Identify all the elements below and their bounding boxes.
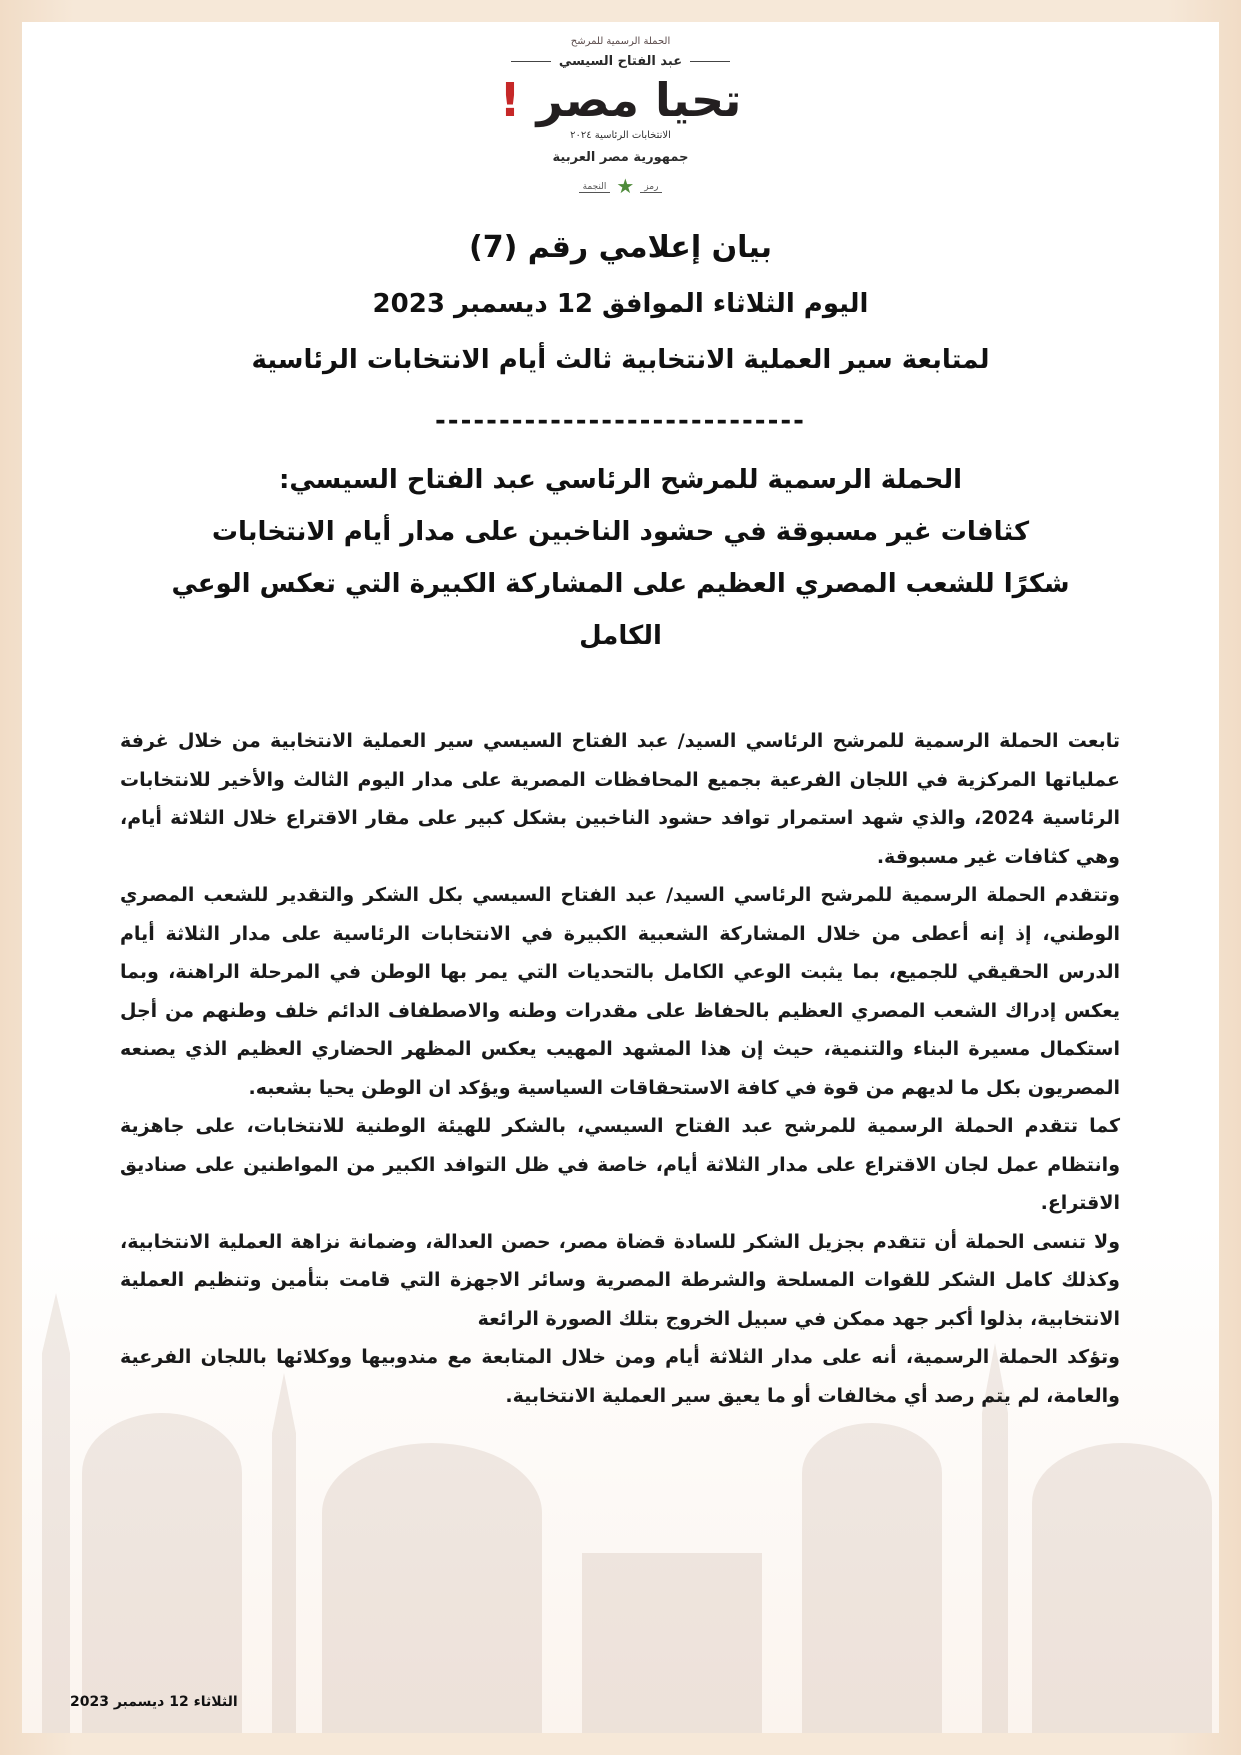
date-line: اليوم الثلاثاء الموافق 12 ديسمبر 2023: [372, 289, 869, 319]
star-icon: ★: [616, 174, 635, 198]
document-page: [22, 22, 1219, 1733]
ballot-symbol: [22, 174, 1219, 198]
paragraph-4: ولا تنسى الحملة أن تتقدم بجزيل الشكر للسادة قضاة مصر، حصن العدالة، وضمانة نزاهة العملية الانتخابية، وكذلك كامل الشكر للقوات المسلحة والشرطة المصرية وسائر الاجهزة التي قامت بتأمين وتنظيم العملية الانتخابية، بذلوا أكبر جهد ممكن في سبيل الخروج بتلك الصورة الرائعة: [120, 1230, 1120, 1330]
brand-text: تحيا مصر: [536, 73, 742, 127]
country-name: جمهورية مصر العربية: [552, 150, 689, 165]
campaign-logo: [22, 22, 1219, 212]
footer-date: الثلاثاء 12 ديسمبر 2023: [70, 1694, 238, 1710]
candidate-row: [22, 54, 1219, 69]
separator: -----------------------------: [435, 406, 806, 436]
statement-body: [120, 722, 1120, 1415]
statement-title: بيان إعلامي رقم (7): [469, 230, 772, 265]
paragraph-3: كما تتقدم الحملة الرسمية للمرشح عبد الفتاح السيسي، بالشكر للهيئة الوطنية للانتخابات، على جاهزية وانتظام عمل لجان الاقتراع على مدار الثلاثة أيام، خاصة في ظل التوافد الكبير من المواطنين على صناديق الاقتراع.: [120, 1115, 1120, 1214]
paragraph-2: وتتقدم الحملة الرسمية للمرشح الرئاسي السيد/ عبد الفتاح السيسي بكل الشكر والتقدير للشعب المصري الوطني، إذ إنه أعطى من خلال المشاركة الشعبية الكبيرة في الانتخابات الرئاسية على مدار الثلاثة أيام الدرس الحقيقي للجميع، بما يثبت الوعي الكامل بالتحديات التي يمر بها الوطن في المرحلة الراهنة، وبما يعكس إدراك الشعب المصري العظيم بالحفاظ على مقدرات وطنه والاصطفاف الدائم خلف وطنهم من أجل استكمال مسيرة البناء والتنمية، حيث إن هذا المشهد المهيب يعكس المظهر الحضاري العظيم الذي يصنعه المصريون بكل ما لديهم من قوة في كافة الاستحقاقات السياسية ويؤكد ان الوطن يحيا بشعبه.: [120, 884, 1120, 1099]
paragraph-1: تابعت الحملة الرسمية للمرشح الرئاسي السيد/ عبد الفتاح السيسي سير العملية الانتخابية من خلال غرفة عملياتها المركزية في اللجان الفرعية بجميع المحافظات المصرية على مدار اليوم الثالث والأخير للانتخابات الرئاسية 2024، والذي شهد استمرار توافد حشود الناخبين بشكل كبير على مقار الاقتراع خلال الثلاثة أيام، وهي كثافات غير مسبوقة.: [120, 730, 1121, 868]
brand-wordmark: [22, 72, 1219, 128]
election-line: الانتخابات الرئاسية ٢٠٢٤: [570, 130, 671, 141]
subject-line: لمتابعة سير العملية الانتخابية ثالث أيام الانتخابات الرئاسية: [251, 345, 990, 375]
divider: [690, 61, 730, 62]
brand-accent-mark: !: [499, 73, 521, 127]
campaign-line: الحملة الرسمية للمرشح: [570, 36, 671, 47]
symbol-left-label: رمز: [640, 182, 662, 193]
divider: [511, 61, 551, 62]
headline-3: شكرًا للشعب المصري العظيم على المشاركة الكبيرة التي تعكس الوعي الكامل: [171, 569, 1070, 651]
candidate-name: عبد الفتاح السيسي: [558, 54, 683, 69]
headline-1: الحملة الرسمية للمرشح الرئاسي عبد الفتاح السيسي:: [278, 465, 963, 495]
statement-headings: [22, 220, 1219, 662]
headline-2: كثافات غير مسبوقة في حشود الناخبين على مدار أيام الانتخابات: [211, 517, 1030, 547]
paragraph-5: وتؤكد الحملة الرسمية، أنه على مدار الثلاثة أيام ومن خلال المتابعة مع مندوبيها ووكلائها باللجان الفرعية والعامة، لم يتم رصد أي مخالفات أو ما يعيق سير العملية الانتخابية.: [120, 1346, 1120, 1407]
symbol-right-label: النجمة: [579, 182, 611, 193]
